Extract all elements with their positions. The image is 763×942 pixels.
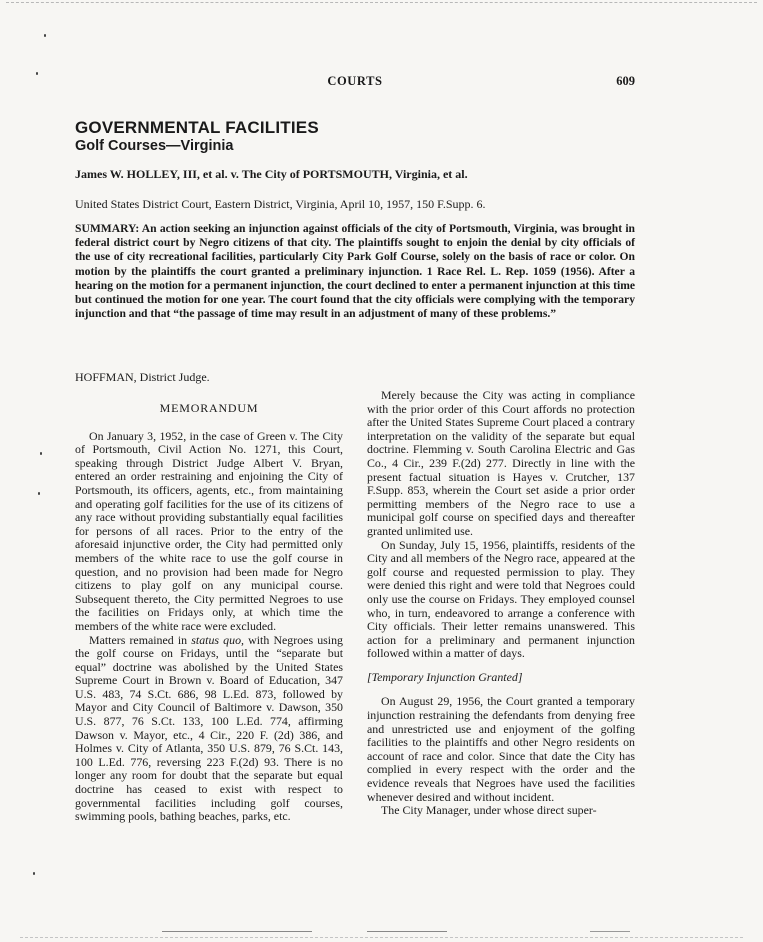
scan-rule [590, 931, 630, 932]
scan-rule [367, 931, 447, 932]
opinion-paragraph: On January 3, 1952, in the case of Green v. The City of Portsmouth, Civil Action No. 1271, this Court, speaking through District Judge Albert V. Bryan, entered an order restraining and enjoining the City of Portsmouth, its officers, agents, etc., from maintaining and operating golf facilities for the use of its citizens of any race without providing substantially equal facilities for persons of all races. Prior to the entry of the aforesaid injunctive order, the City had permitted only members of the white race to use the golf course in question, and no provision had been made for Negro citizens to play golf on any municipal course. Subsequent thereto, the City permitted Negroes to use the facilities on Fridays only, at which time the members of the white race were excluded. [75, 428, 343, 633]
right-column [367, 389, 635, 818]
opinion-paragraph: On August 29, 1956, the Court granted a temporary injunction restraining the defendants from denying free and unrestricted use and enjoyment of the golfing facilities to the plaintiffs and other Negro residents on account of race and color. Since that date the City has complied in every respect with the order and the evidence reveals that Negroes have used the facilities whenever desired and without incident. [367, 694, 635, 804]
opinion-paragraph: The City Manager, under whose direct super- [381, 803, 597, 818]
case-caption: James W. HOLLEY, III, et al. v. The City of PORTSMOUTH, Virginia, et al. [75, 167, 468, 181]
section-subtitle: Golf Courses—Virginia [75, 138, 234, 154]
left-column [75, 402, 343, 824]
opinion-subheading: [Temporary Injunction Granted] [367, 669, 523, 684]
scan-rule [162, 931, 312, 932]
opinion-paragraph: Merely because the City was acting in compliance with the prior order of this Court affords no protection after the United States Supreme Court placed a contrary interpretation on the validity of the separate but equal doctrine. Flemming v. South Carolina Electric and Gas Co., 4 Cir., 239 F.(2d) 277. Directly in line with the present factual situation is Hayes v. Crutcher, 137 F.Supp. 853, wherein the Court set aside a prior order permitting members of the Negro race to use a municipal golf course on specified days and thereafter granted unlimited use. [367, 388, 635, 538]
section-title: GOVERNMENTAL FACILITIES [75, 118, 319, 137]
case-citation: United States District Court, Eastern District, Virginia, April 10, 1957, 150 F.Supp. 6. [75, 197, 486, 211]
page-top-edge [6, 2, 757, 3]
case-summary: SUMMARY: An action seeking an injunction against officials of the city of Portsmouth, Virginia, was brought in federal district court by Negro citizens of that city. The plaintiffs sought to enjoin the denial by city officials of the use of city recreational facilities, particularly City Park Golf Course, solely on the basis of race or color. On motion by the plaintiffs the court granted a preliminary injunction. 1 Race Rel. L. Rep. 1059 (1956). After a hearing on the motion for a permanent injunction, the court declined to enter a permanent injunction at this time but continued the motion for one year. The court found that the city officials were complying with the temporary injunction and that “the passage of time may result in an adjustment of many of these problems.” [75, 222, 635, 321]
page-number: 609 [616, 74, 635, 88]
scan-speck [40, 452, 42, 455]
paragraph-text: with Negroes using the golf course on Fridays, until the “separate but equal” doctrine was abolished by the United States Supreme Court in Brown v. Board of Education, 347 U.S. 483, 74 S.Ct. 686, 98 L.Ed. 873, followed by Mayor and City Council of Baltimore v. Dawson, 350 U.S. 877, 76 S.Ct. 133, 100 L.Ed. 774, affirming Dawson v. Mayor, etc., 4 Cir., 220 F. (2d) 386, and Holmes v. City of Atlanta, 350 U.S. 879, 76 S.Ct. 143, 100 L.Ed. 776, reversing 223 F.(2d) 93. There is no longer any room for doubt that the separate but equal doctrine has ceased to exist with respect to governmental facilities including golf courses, swimming pools, bathing beaches, parks, etc. [75, 632, 343, 824]
paragraph-text: Matters remained in [89, 632, 192, 647]
opinion-paragraph: On Sunday, July 15, 1956, plaintiffs, residents of the City and all members of the Negro race, appeared at the golf course and requested permission to play. They were denied this right and were told that Negroes could only use the course on Fridays. They employed counsel who, in turn, endeavored to arrange a conference with City officials. Their letter remains unanswered. This action for a preliminary and permanent injunction followed within a matter of days. [367, 537, 635, 661]
memorandum-heading: MEMORANDUM [159, 401, 259, 415]
scan-speck [36, 72, 38, 75]
italic-term: status quo, [191, 632, 244, 647]
scan-speck [44, 34, 46, 37]
scan-speck [33, 872, 35, 875]
scan-speck [38, 492, 40, 495]
page-bottom-edge [20, 937, 743, 938]
running-head [75, 74, 635, 90]
judge-line: HOFFMAN, District Judge. [75, 370, 210, 384]
running-title: COURTS [327, 74, 383, 88]
opinion-paragraph [75, 634, 343, 824]
